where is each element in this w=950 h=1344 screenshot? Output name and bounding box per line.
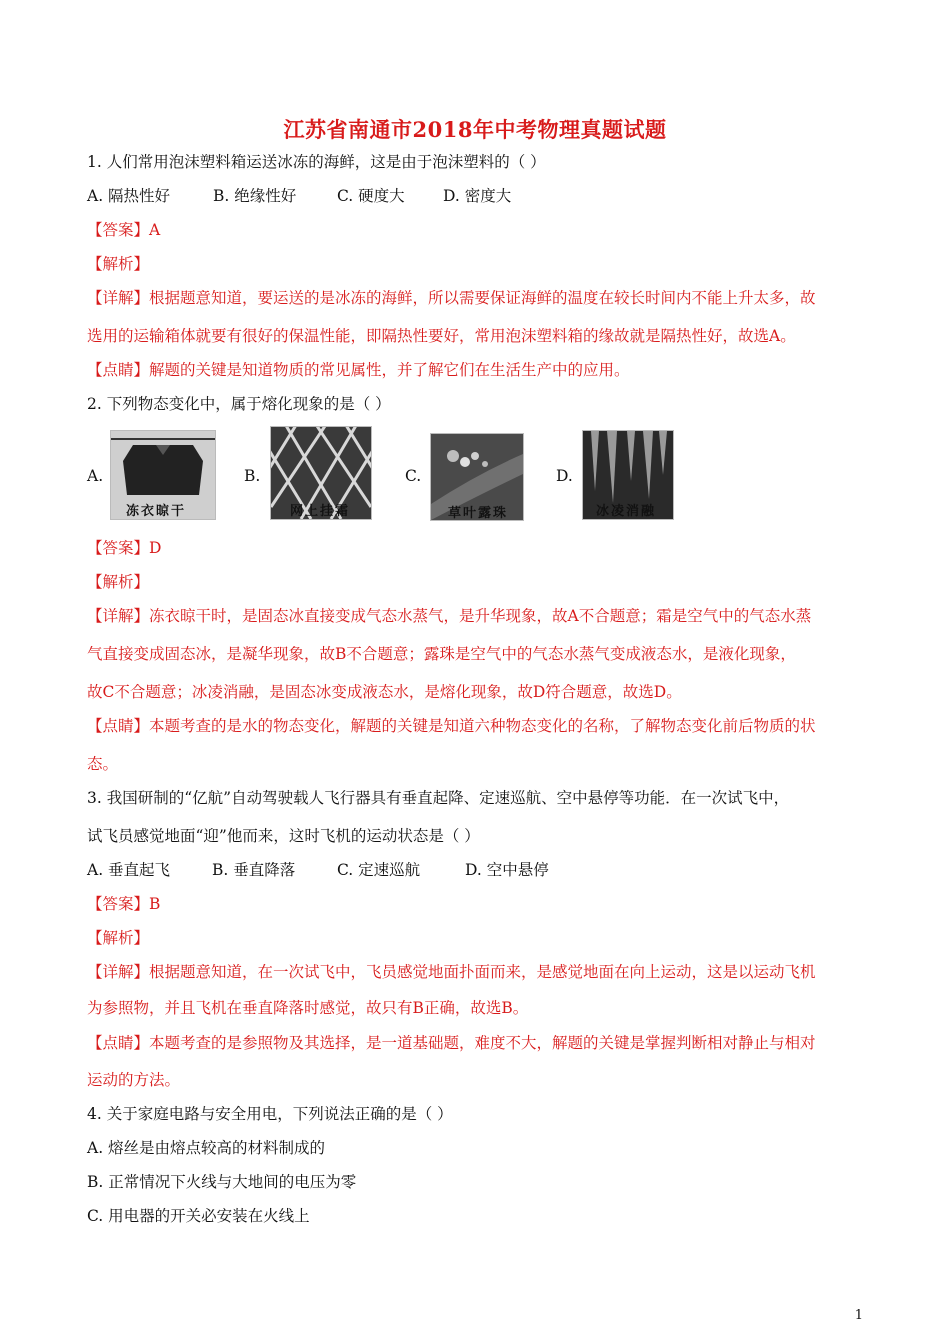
q2-comment-line-1: 【点睛】本题考查的是水的物态变化，解题的关键是知道六种物态变化的名称，了解物态变化前后物质的状 <box>87 717 816 735</box>
q2-option-d-label: D. <box>556 467 573 485</box>
q1-detail-line-2: 选用的运输箱体就要有很好的保温性能，即隔热性要好，常用泡沫塑料箱的缘故就是隔热性好，故选A。 <box>87 327 796 345</box>
q1-answer: 【答案】A <box>87 221 161 239</box>
q1-option-a: A. 隔热性好 <box>87 187 171 205</box>
q4-stem: 4. 关于家庭电路与安全用电，下列说法正确的是（ ） <box>87 1105 453 1123</box>
q3-analysis-heading: 【解析】 <box>87 929 150 947</box>
q1-option-d: D. 密度大 <box>443 187 512 205</box>
q1-option-c: C. 硬度大 <box>337 187 405 205</box>
page-title: 江苏省南通市2018年中考物理真题试题 <box>283 117 667 142</box>
q4-option-a: A. 熔丝是由熔点较高的材料制成的 <box>87 1139 326 1157</box>
q1-detail-line-1: 【详解】根据题意知道，要运送的是冰冻的海鲜，所以需要保证海鲜的温度在较长时间内不能上升太多，故 <box>87 289 816 307</box>
q3-stem-line-2: 试飞员感觉地面“迎”他而来，这时飞机的运动状态是（ ） <box>87 827 480 845</box>
q2-option-b-label: B. <box>244 467 261 485</box>
q4-option-c: C. 用电器的开关必安装在火线上 <box>87 1207 310 1225</box>
q3-option-c: C. 定速巡航 <box>337 861 421 879</box>
q2-option-a-caption: 冻衣晾干 <box>126 504 187 519</box>
q2-detail-line-2: 气直接变成固态冰，是凝华现象，故B不合题意；露珠是空气中的气态水蒸气变成液态水，是液化现象， <box>87 645 796 663</box>
q2-option-c-caption: 草叶露珠 <box>448 506 509 521</box>
q1-option-b: B. 绝缘性好 <box>213 187 297 205</box>
q2-detail-line-3: 故C不合题意；冰凌消融，是固态冰变成液态水，是熔化现象，故D符合题意，故选D。 <box>87 683 682 701</box>
q3-detail-line-2: 为参照物，并且飞机在垂直降落时感觉，故只有B正确，故选B。 <box>87 999 529 1017</box>
q3-option-b: B. 垂直降落 <box>212 861 296 879</box>
q3-comment-line-1: 【点睛】本题考查的是参照物及其选择，是一道基础题，难度不大，解题的关键是掌握判断相对静止与相对 <box>87 1034 816 1052</box>
q3-detail-line-1: 【详解】根据题意知道，在一次试飞中，飞员感觉地面扑面而来，是感觉地面在向上运动，这是以运动飞机 <box>87 963 816 981</box>
page-number: 1 <box>854 1308 863 1323</box>
q2-analysis-heading: 【解析】 <box>87 573 150 591</box>
q3-option-a: A. 垂直起飞 <box>87 861 171 879</box>
q2-detail-line-1: 【详解】冻衣晾干时，是固态冰直接变成气态水蒸气，是升华现象，故A不合题意；霜是空气中的气态水蒸 <box>87 607 812 625</box>
q2-option-c-label: C. <box>405 467 422 485</box>
q3-answer: 【答案】B <box>87 895 161 913</box>
q3-option-d: D. 空中悬停 <box>465 861 549 879</box>
q1-stem: 1. 人们常用泡沫塑料箱运送冰冻的海鲜，这是由于泡沫塑料的（ ） <box>87 153 546 171</box>
q4-option-b: B. 正常情况下火线与大地间的电压为零 <box>87 1173 357 1191</box>
q2-option-b-caption: 网上挂霜 <box>290 504 351 519</box>
q2-answer: 【答案】D <box>87 539 162 557</box>
q2-option-d-caption: 冰凌消融 <box>596 504 657 519</box>
q3-stem-line-1: 3. 我国研制的“亿航”自动驾驶载人飞行器具有垂直起降、定速巡航、空中悬停等功能．在一次试飞中， <box>87 789 790 807</box>
q2-stem: 2. 下列物态变化中，属于熔化现象的是（ ） <box>87 395 391 413</box>
q2-comment-line-2: 态。 <box>87 755 119 773</box>
q2-option-a-label: A. <box>87 467 104 485</box>
q1-analysis-heading: 【解析】 <box>87 255 150 273</box>
q3-comment-line-2: 运动的方法。 <box>87 1071 181 1089</box>
q1-comment: 【点睛】解题的关键是知道物质的常见属性，并了解它们在生活生产中的应用。 <box>87 361 630 379</box>
